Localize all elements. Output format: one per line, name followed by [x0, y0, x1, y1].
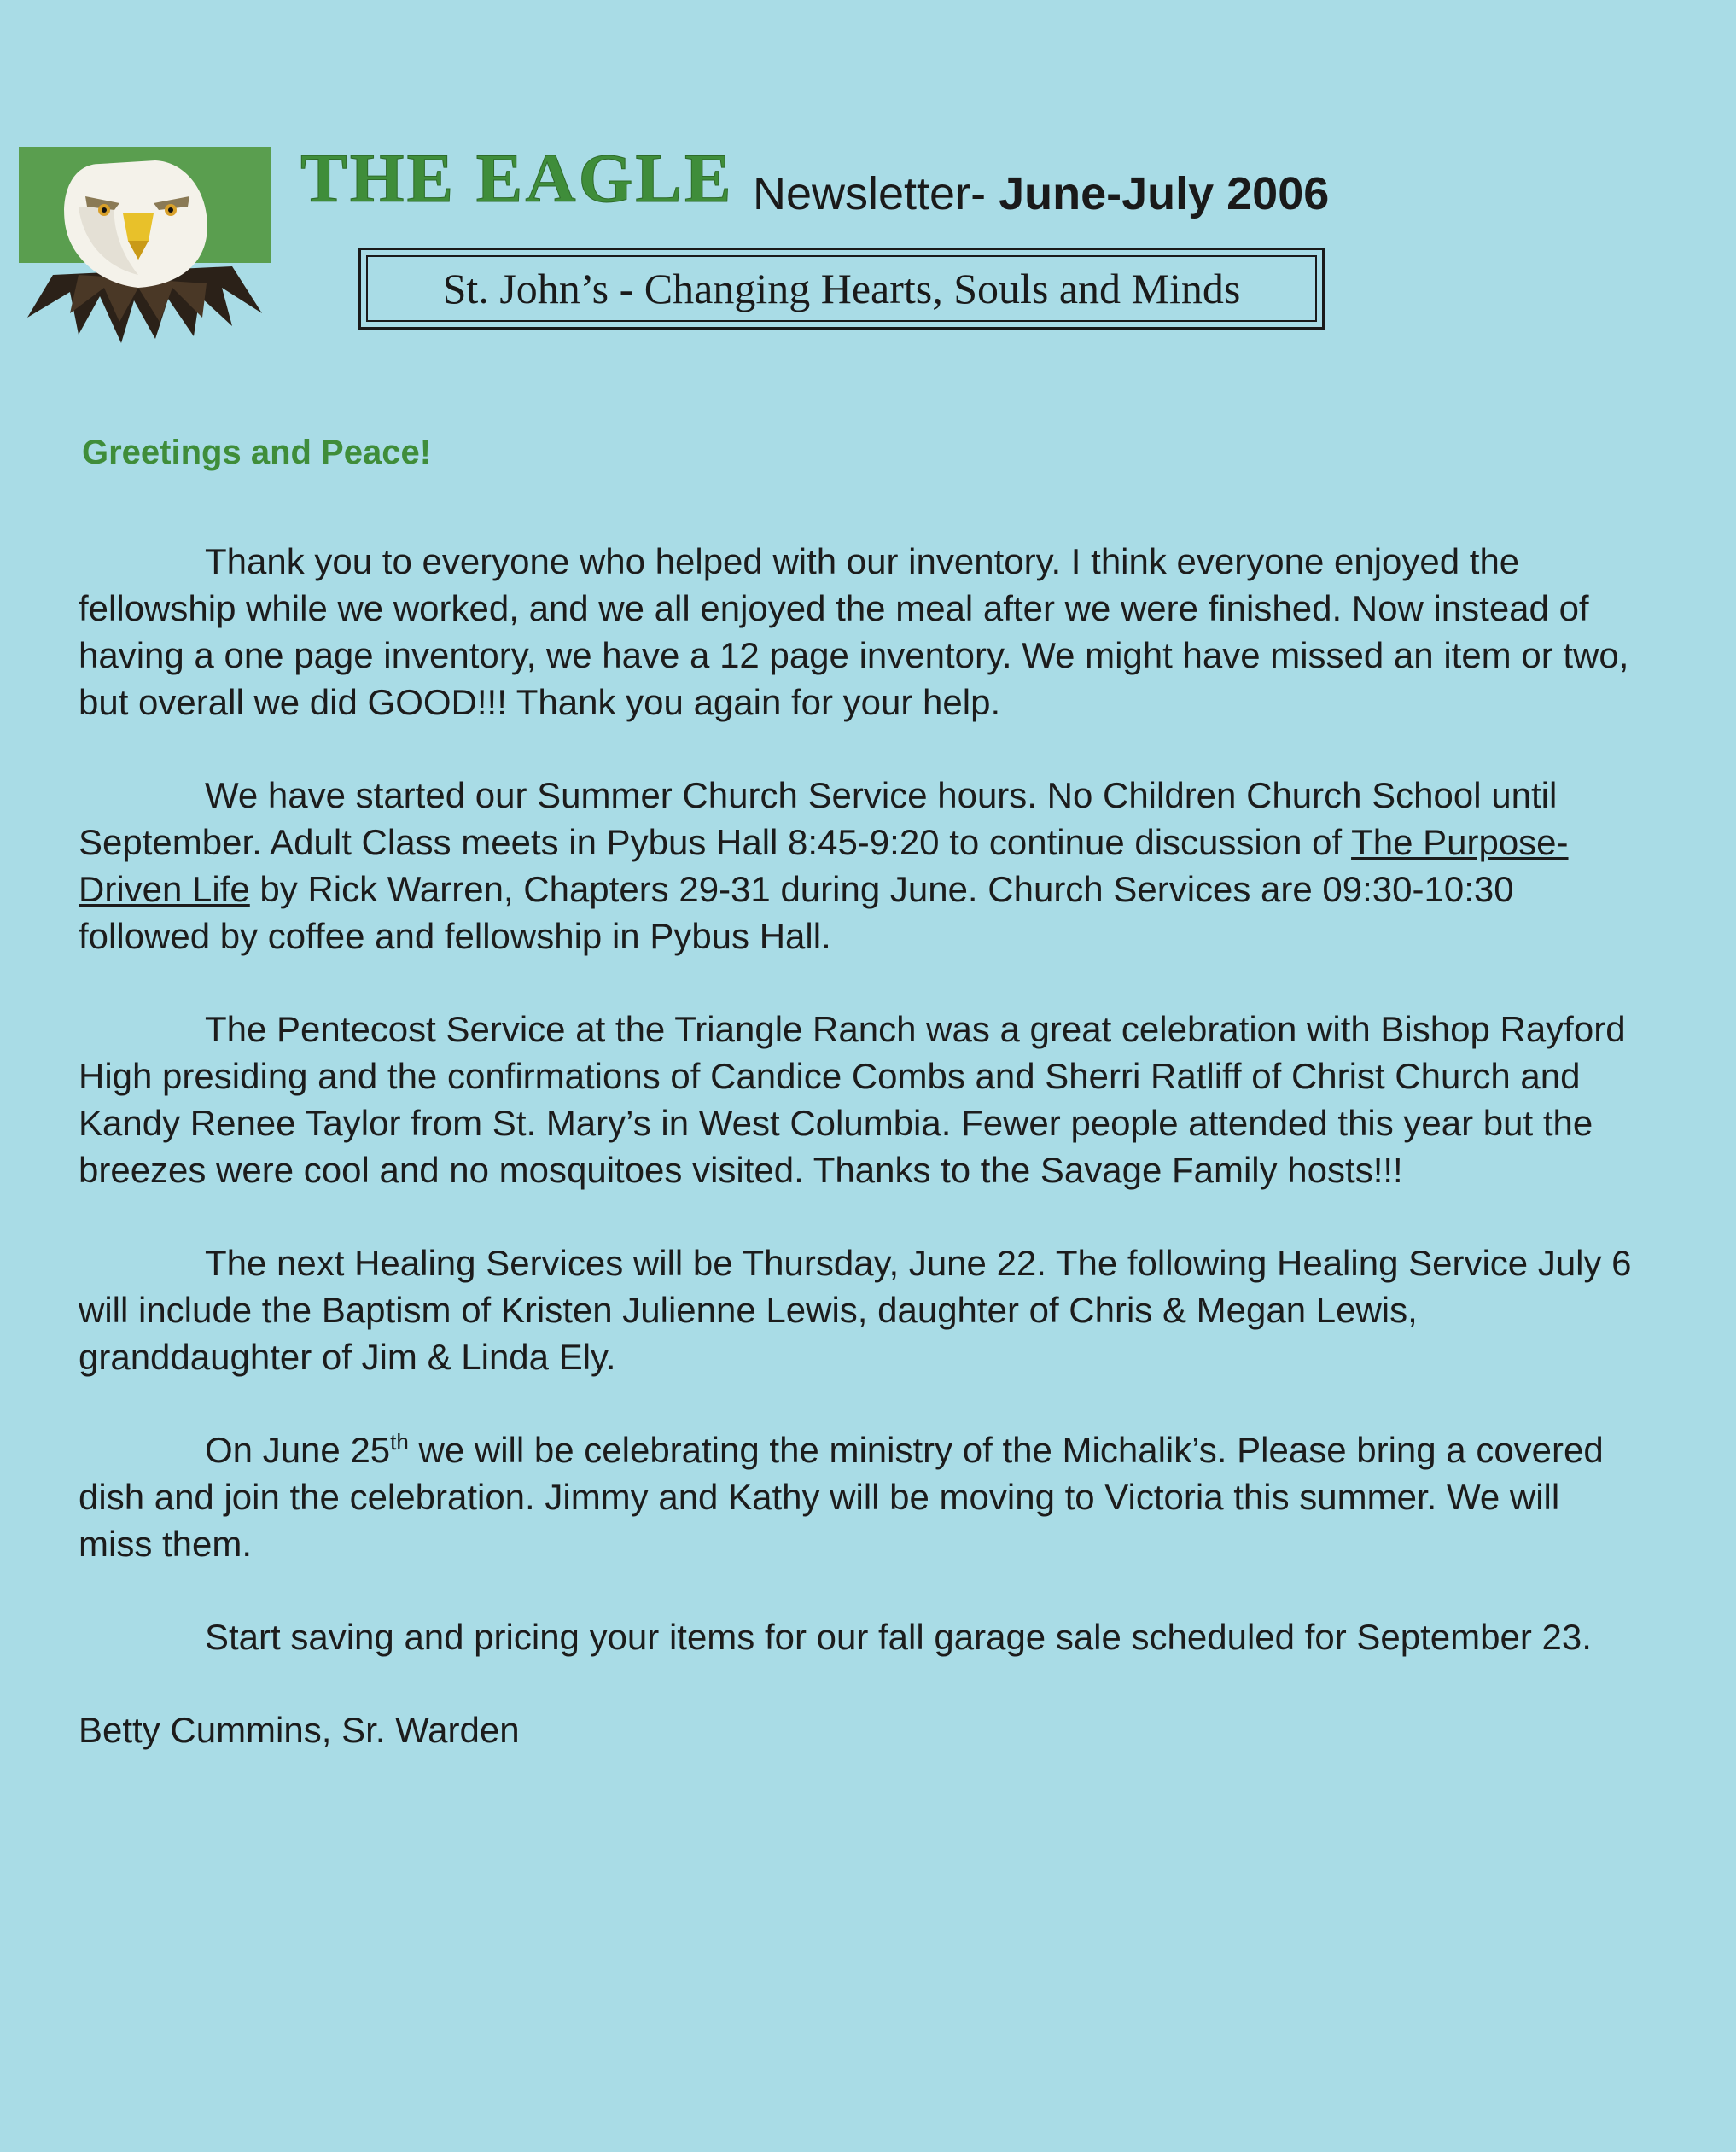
book-title: The Purpose-Driven Life: [79, 822, 1569, 909]
newsletter-title: THE EAGLE: [300, 139, 734, 217]
issue-line: [753, 168, 1330, 219]
issue-label: Newsletter-: [753, 168, 987, 219]
paragraph-pentecost: The Pentecost Service at the Triangle Ranch was a great celebration with Bishop Rayford High presiding and the confirmations of Candice Combs and Sherri Ratliff of Christ Church and Kandy Renee Taylor from St. Mary’s in West Columbia. Fewer people attended this year but the breezes were cool and no mosquitoes visited. Thanks to the Savage Family hosts!!!: [79, 1009, 1626, 1190]
ordinal-suffix: th: [390, 1429, 409, 1455]
greeting-heading: Greetings and Peace!: [82, 434, 432, 471]
paragraph-michalik-text-1: On June 25: [205, 1430, 391, 1470]
eagle-logo: [19, 147, 271, 348]
paragraph-michalik: [79, 1426, 1632, 1567]
paragraph-michalik-text-2: we will be celebrating the ministry of the Michalik’s. Please bring a covered dish and join the celebration. Jimmy and Kathy will be moving to Victoria this summer. We will miss them.: [79, 1430, 1604, 1564]
issue-date: June-July 2006: [999, 168, 1330, 219]
paragraph-summer-hours-text-2: by Rick Warren, Chapters 29-31 during June. Church Services are 09:30-10:30 followed by coffee and fellowship in Pybus Hall.: [79, 869, 1514, 956]
tagline: St. John’s - Changing Hearts, Souls and Minds: [366, 255, 1317, 322]
paragraph-healing-services: The next Healing Services will be Thursday, June 22. The following Healing Service July 6 will include the Baptism of Kristen Julienne Lewis, daughter of Chris & Megan Lewis, granddaughter of Jim & Linda Ely.: [79, 1243, 1632, 1377]
paragraph-summer-hours: [79, 772, 1632, 959]
letter-body: [79, 538, 1632, 1753]
eagle-head-icon: [19, 147, 271, 348]
paragraph-summer-hours-text-1: We have started our Summer Church Service hours. No Children Church School until September. Adult Class meets in Pybus Hall 8:45-9:20 to continue discussion of: [79, 775, 1558, 862]
tagline-box: [358, 248, 1325, 330]
paragraph-garage-sale: Start saving and pricing your items for our fall garage sale scheduled for September 23.: [205, 1617, 1592, 1657]
paragraph-inventory: Thank you to everyone who helped with our inventory. I think everyone enjoyed the fellowship while we worked, and we all enjoyed the meal after we were finished. Now instead of having a one page inventory, we have a 12 page inventory. We might have missed an item or two, but overall we did GOOD!!! Thank you again for your help.: [79, 541, 1629, 722]
signature: Betty Cummins, Sr. Warden: [79, 1710, 520, 1750]
